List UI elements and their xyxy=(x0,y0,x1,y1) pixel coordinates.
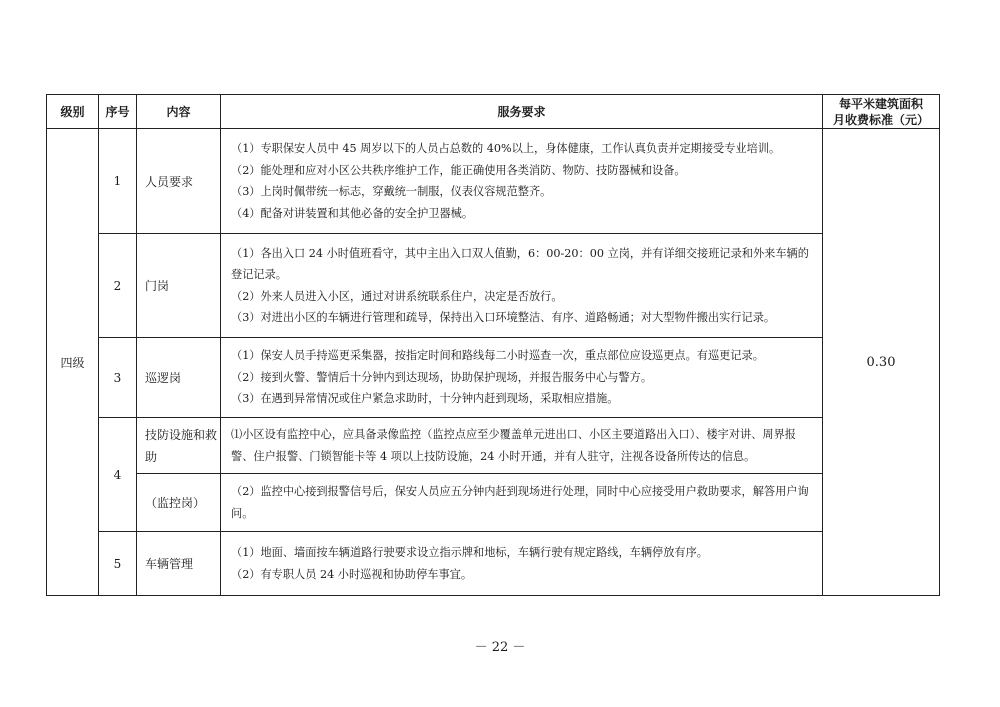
requirement-line: （1）保安人员手持巡更采集器，按指定时间和路线每二小时巡查一次，重点部位应设巡更点。有巡更记录。 xyxy=(231,349,764,363)
service-standard-table xyxy=(46,94,940,596)
requirement-line: （1）专职保安人员中 45 周岁以下的人员占总数的 40%以上，身体健康，工作认真负责并定期接受专业培训。 xyxy=(231,142,781,155)
table-row xyxy=(47,129,940,234)
header-fee xyxy=(823,95,940,129)
row-number: 4 xyxy=(99,418,137,532)
page-number: － 22 － xyxy=(474,640,526,655)
row-number: 2 xyxy=(99,234,137,338)
row-number: 3 xyxy=(99,338,137,418)
header-content: 内容 xyxy=(137,95,221,129)
row-content: 技防设施和救助 xyxy=(137,418,221,474)
table-row xyxy=(47,532,940,596)
requirement-line: （2）外来人员进入小区，通过对讲系统联系住户，决定是否放行。 xyxy=(231,289,563,303)
requirement-line: （2）接到火警、警情后十分钟内到达现场，协助保护现场，并报告服务中心与警方。 xyxy=(231,370,653,384)
row-requirements xyxy=(221,474,823,532)
table-row xyxy=(47,338,940,418)
row-requirements xyxy=(221,129,823,234)
header-fee-line2: 月收费标准（元） xyxy=(832,112,929,127)
requirement-line: （1）各出入口 24 小时值班看守，其中主出入口双人值勤，6：00-20：00 立岗，并有详细交接班记录和外来车辆的登记记录。 xyxy=(231,246,809,281)
requirement-line: （2）监控中心接到报警信号后，保安人员应五分钟内赶到现场进行处理，同时中心应接受用户救助要求，解答用户询问。 xyxy=(231,485,809,520)
requirement-line: （2）能处理和应对小区公共秩序维护工作，能正确使用各类消防、物防、技防器械和设备。 xyxy=(231,163,686,177)
table-row xyxy=(47,418,940,474)
table-row xyxy=(47,474,940,532)
requirement-line: （3）在遇到异常情况或住户紧急求助时，十分钟内赶到现场，采取相应措施。 xyxy=(231,392,619,406)
header-fee-line1: 每平米建筑面积 xyxy=(838,96,923,111)
header-level: 级别 xyxy=(47,95,99,129)
table-header-row xyxy=(47,95,940,129)
row-content: 车辆管理 xyxy=(137,532,221,596)
requirement-line: （3）对进出小区的车辆进行管理和疏导，保持出入口环境整洁、有序、道路畅通；对大型物件搬出实行记录。 xyxy=(231,311,776,324)
requirement-line: （2）有专职人员 24 小时巡视和协助停车事宜。 xyxy=(231,567,473,581)
row-content: 人员要求 xyxy=(137,129,221,234)
row-number: 1 xyxy=(99,129,137,234)
fee-cell: 0.30 xyxy=(823,129,940,596)
header-requirements: 服务要求 xyxy=(221,95,823,129)
requirement-line: ⑴小区设有监控中心，应具备录像监控（监控点应至少覆盖单元进出口、小区主要道路出入口）、楼宇对讲、周界报警、住户报警、门锁智能卡等 4 项以上技防设施，24 小时开通，并有人驻守，注视各设备所传达的信息。 xyxy=(231,428,796,463)
table-row xyxy=(47,234,940,338)
requirement-line: （3）上岗时佩带统一标志，穿戴统一制服，仪表仪容规范整齐。 xyxy=(231,185,552,198)
row-content: 巡逻岗 xyxy=(137,338,221,418)
row-content: （监控岗） xyxy=(137,474,221,532)
requirement-line: （4）配备对讲装置和其他必备的安全护卫器械。 xyxy=(231,206,474,220)
header-no: 序号 xyxy=(99,95,137,129)
requirement-line: （1）地面、墙面按车辆道路行驶要求设立指示牌和地标，车辆行驶有规定路线，车辆停放有序。 xyxy=(231,546,708,559)
row-requirements xyxy=(221,234,823,338)
level-cell: 四级 xyxy=(47,129,99,596)
row-requirements xyxy=(221,418,823,474)
row-number: 5 xyxy=(99,532,137,596)
row-content: 门岗 xyxy=(137,234,221,338)
row-requirements xyxy=(221,532,823,596)
row-requirements xyxy=(221,338,823,418)
